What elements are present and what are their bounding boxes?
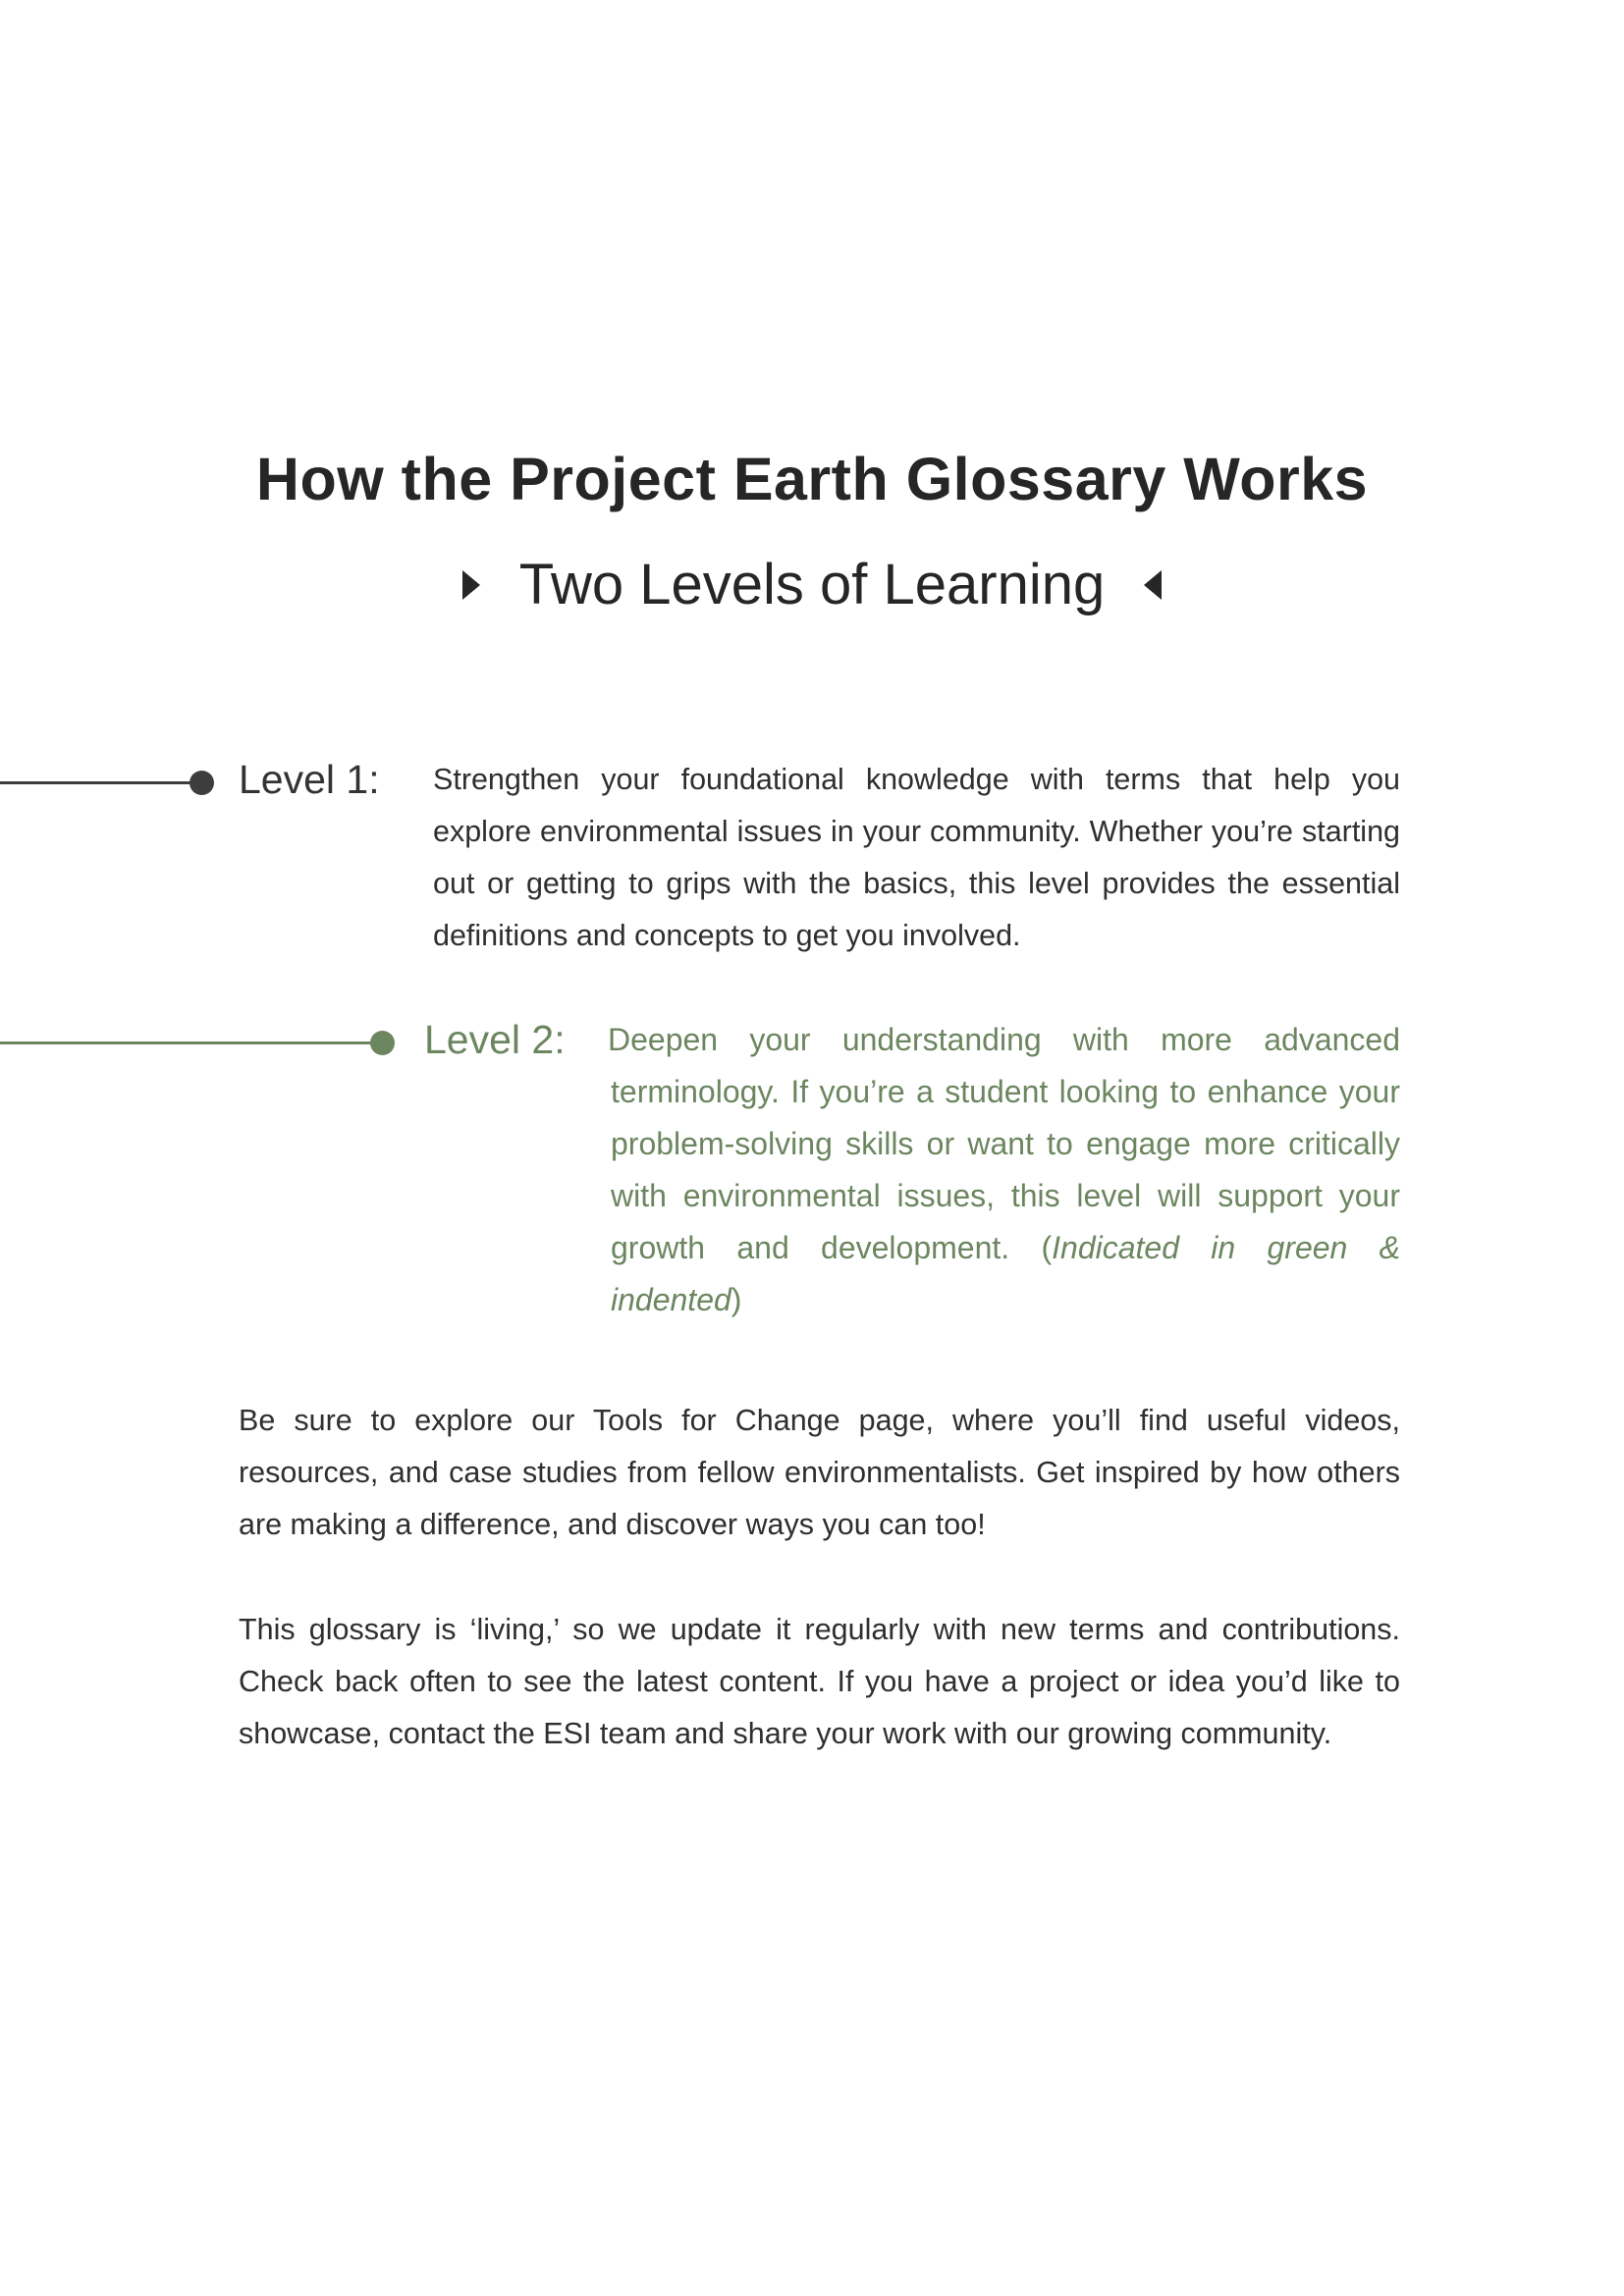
page-subtitle	[0, 550, 1624, 620]
living-glossary-paragraph: This glossary is ‘living,’ so we update it regularly with new terms and contributions. Check back often to see the latest content. If you have a project or idea you’d like to showcase, contact the ESI team and share your work with our growing community.	[239, 1613, 1400, 1750]
level-2-note: Indicated in green & indented	[611, 1230, 1400, 1317]
page-title: How the Project Earth Glossary Works	[255, 446, 1369, 512]
level-2-bullet-dot	[370, 1031, 395, 1055]
level-2-connector-line	[0, 1041, 383, 1044]
level-2-note-close: )	[731, 1282, 742, 1317]
level-1-description: Strengthen your foundational knowledge with terms that help you explore environmental issues in your community. Whether you’re starting out or getting to grips with the basics, this level provides the essential definitions and concepts to get you involved.	[433, 763, 1400, 952]
level-1-label: Level 1:	[239, 757, 380, 802]
level-1-bullet-dot	[189, 771, 214, 795]
level-2-description	[608, 1014, 1400, 1326]
tools-for-change-paragraph: Be sure to explore our Tools for Change page, where you’ll find useful videos, resources, and case studies from fellow environmentalists. Get inspired by how others are making a difference, and discover ways you can too!	[239, 1404, 1400, 1541]
triangle-left-icon	[1144, 570, 1162, 600]
subtitle-text: Two Levels of Learning	[518, 553, 1106, 616]
level-1-connector-line	[0, 781, 202, 784]
triangle-right-icon	[462, 570, 480, 600]
level-2-label: Level 2:	[424, 1017, 566, 1062]
level-2-description-text: Deepen your understanding with more advanced terminology. If you’re a student looking to enhance your problem-solving skills or want to engage more critically with environmental issues, this level will support your growth and development. (	[608, 1022, 1400, 1265]
